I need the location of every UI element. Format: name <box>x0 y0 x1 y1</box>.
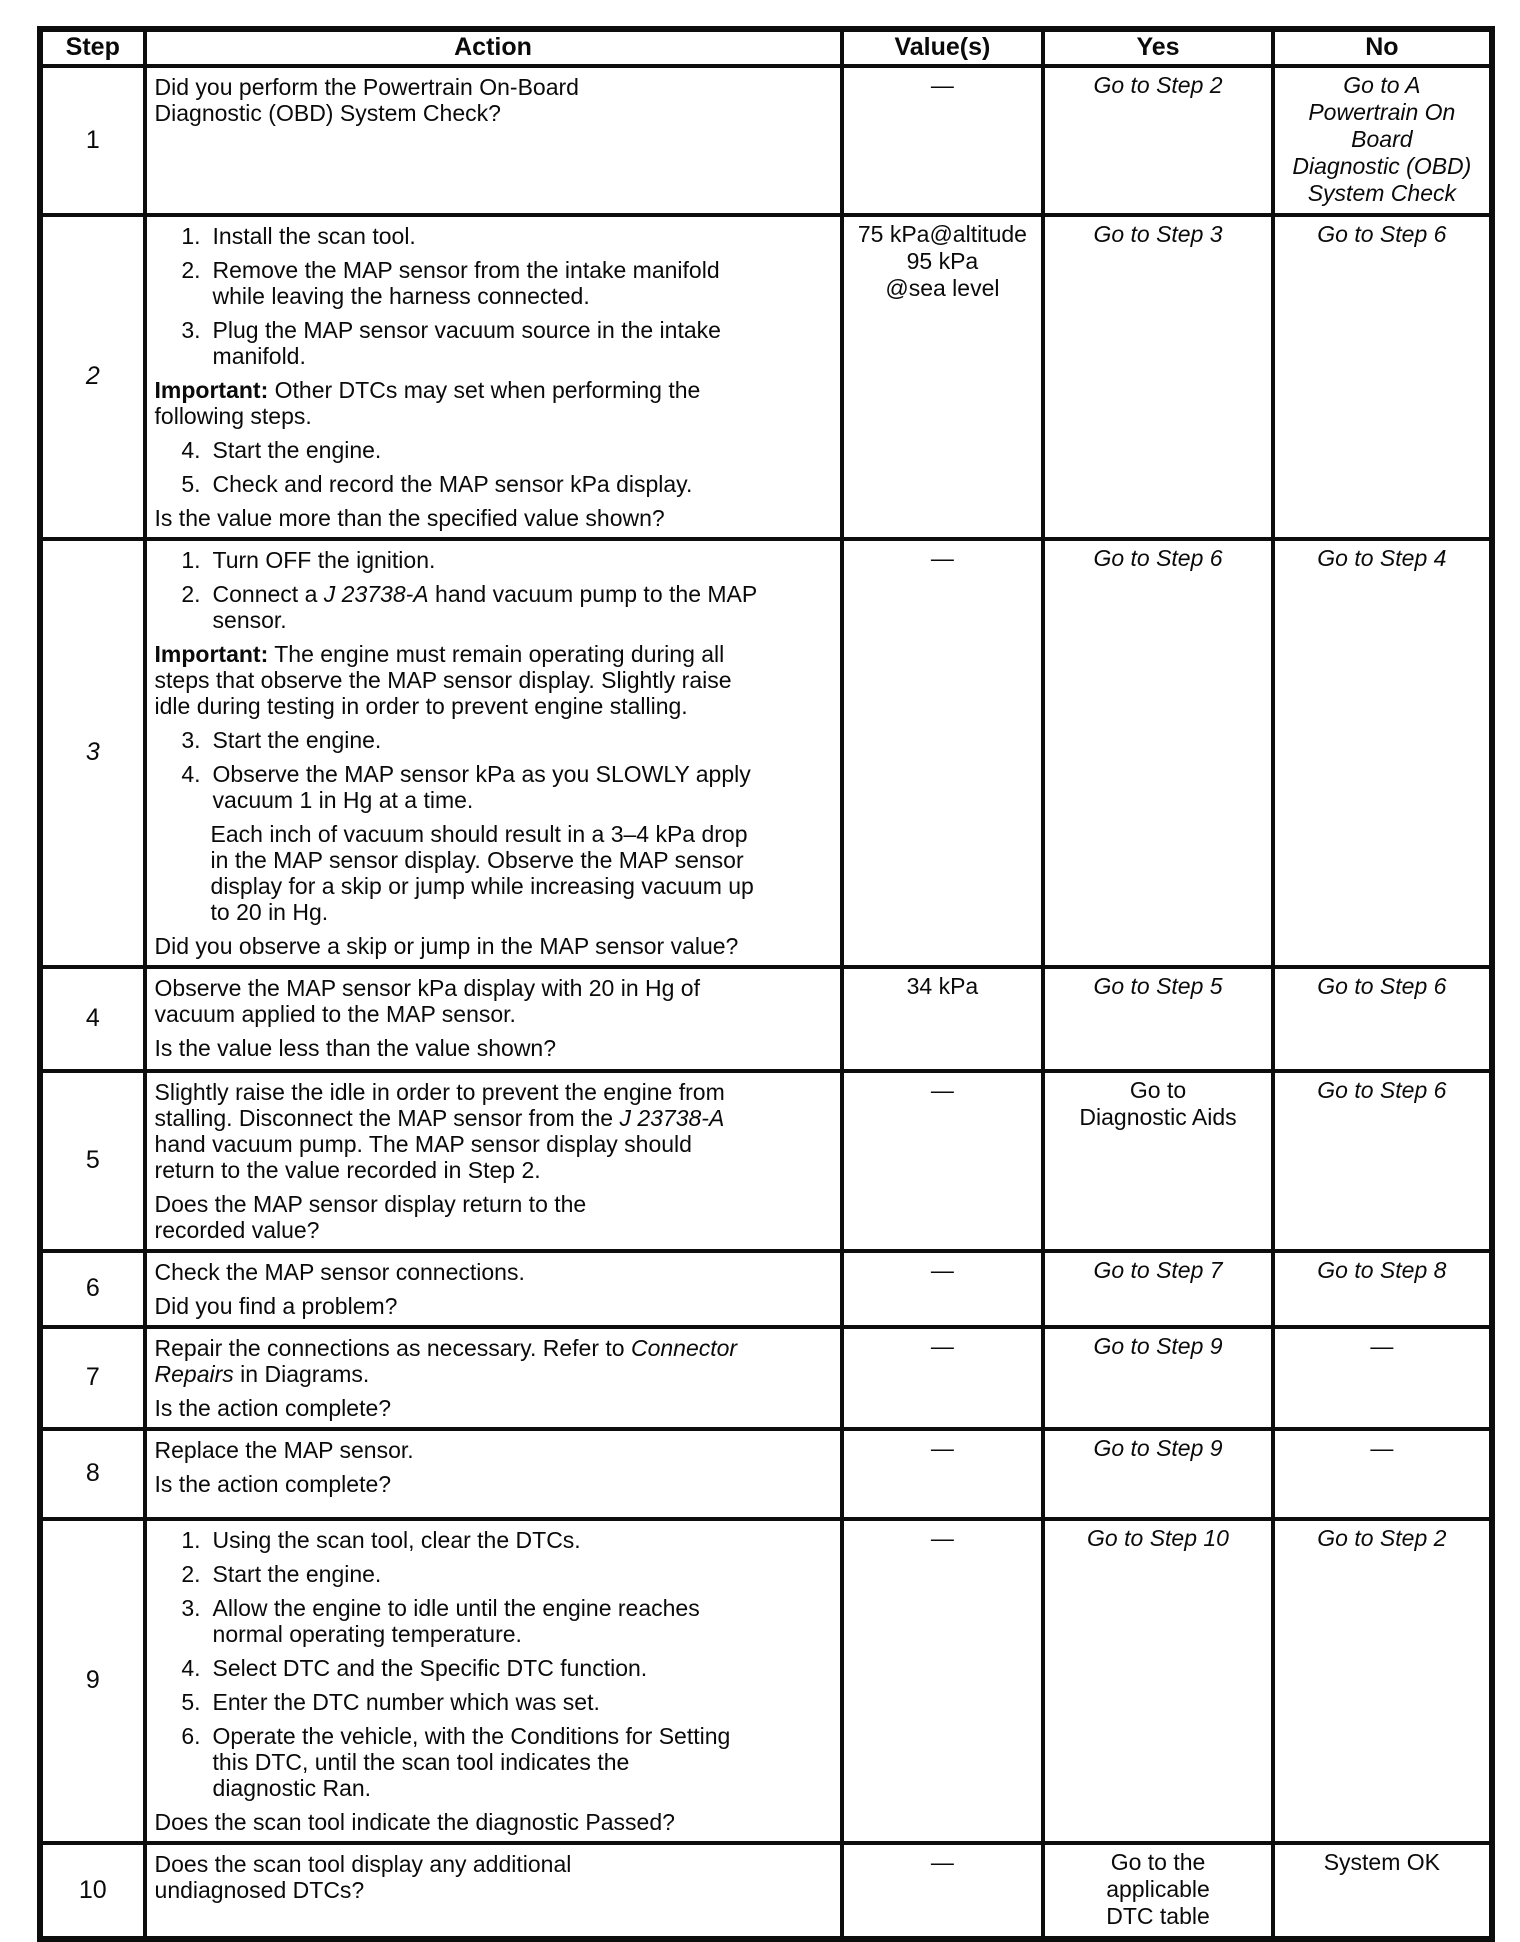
text-run: return to the value recorded in Step 2. <box>154 1156 541 1183</box>
no-cell-content <box>1275 1431 1489 1468</box>
text-run: hand vacuum pump. The MAP sensor display should <box>154 1130 692 1157</box>
action-content <box>155 1851 832 1911</box>
cell-line: — <box>930 1332 954 1359</box>
action-cell <box>145 1327 842 1429</box>
value-cell-content <box>844 1431 1042 1468</box>
no-cell <box>1273 1519 1492 1843</box>
table-row <box>40 539 1492 967</box>
column-header-action: Action <box>145 29 842 66</box>
value-cell <box>842 1071 1044 1251</box>
no-cell <box>1273 215 1492 539</box>
action-content <box>155 223 832 533</box>
numbered-list-item <box>155 471 832 497</box>
numbered-list-item <box>155 257 832 309</box>
cell-line: applicable <box>1106 1875 1210 1902</box>
action-content <box>155 547 832 961</box>
action-cell <box>145 1519 842 1843</box>
yes-cell <box>1043 1071 1272 1251</box>
action-question <box>155 505 832 533</box>
list-item-number: 6. <box>181 1722 201 1749</box>
yes-cell-content <box>1045 217 1270 254</box>
table-row <box>40 967 1492 1071</box>
cell-line: System OK <box>1323 1848 1441 1875</box>
list-item-number: 4. <box>181 1654 201 1681</box>
text-run: Diagnostic (OBD) System Check? <box>154 99 501 126</box>
numbered-list-item <box>155 547 832 573</box>
cell-line: Go to the <box>1110 1848 1206 1875</box>
text-run: this DTC, until the scan tool indicates the <box>212 1748 630 1775</box>
text-run: display for a skip or jump while increasing vacuum up <box>210 872 754 899</box>
no-cell <box>1273 1429 1492 1519</box>
list-item-number: 2. <box>181 256 201 283</box>
text-run: undiagnosed DTCs? <box>154 1876 365 1903</box>
text-run: Important: <box>154 640 269 667</box>
list-item-text <box>213 1723 832 1801</box>
text-run: vacuum applied to the MAP sensor. <box>154 1000 516 1027</box>
text-run: following steps. <box>154 402 312 429</box>
cell-line: Go to Step 7 <box>1093 1256 1223 1283</box>
cell-line: Go to Step 3 <box>1093 220 1223 247</box>
list-item-text <box>213 1527 832 1553</box>
cell-line: Diagnostic (OBD) <box>1292 152 1472 179</box>
cell-line: Go to Step 6 <box>1317 972 1447 999</box>
step-cell: 2 <box>40 215 145 539</box>
yes-cell <box>1043 1251 1272 1327</box>
question-line: Did you observe a skip or jump in the MAP sensor value? <box>154 932 739 959</box>
action-cell <box>145 1071 842 1251</box>
text-run: Each inch of vacuum should result in a 3–4 kPa drop <box>210 820 748 847</box>
list-item-number: 3. <box>181 316 201 343</box>
text-run: Other DTCs may set when performing the <box>268 376 701 403</box>
step-cell: 4 <box>40 967 145 1071</box>
question-line: Does the scan tool indicate the diagnostic Passed? <box>154 1808 675 1835</box>
text-run: Plug the MAP sensor vacuum source in the intake <box>212 316 721 343</box>
action-question <box>155 1191 832 1245</box>
cell-line: Go to Step 8 <box>1317 1256 1447 1283</box>
column-header-values: Value(s) <box>842 29 1044 66</box>
question-line: recorded value? <box>154 1216 320 1243</box>
text-run: Connector <box>630 1334 738 1361</box>
action-paragraph <box>155 1335 832 1387</box>
yes-cell-content <box>1045 541 1270 578</box>
cell-line: Go to Step 2 <box>1317 1524 1447 1551</box>
value-cell-content <box>844 217 1042 308</box>
list-item-text <box>213 223 832 249</box>
action-cell <box>145 1251 842 1327</box>
yes-cell <box>1043 215 1272 539</box>
action-paragraph <box>155 1437 832 1463</box>
text-run: Check the MAP sensor connections. <box>154 1258 525 1285</box>
table-row <box>40 1251 1492 1327</box>
cell-line: DTC table <box>1106 1902 1210 1929</box>
yes-cell <box>1043 1843 1272 1939</box>
value-cell-content <box>844 541 1042 578</box>
step-cell: 5 <box>40 1071 145 1251</box>
value-cell-content <box>844 1521 1042 1558</box>
cell-line: — <box>930 1256 954 1283</box>
no-cell <box>1273 66 1492 215</box>
no-cell-content <box>1275 1521 1489 1558</box>
cell-line: Powertrain On <box>1308 98 1456 125</box>
yes-cell <box>1043 1519 1272 1843</box>
value-cell <box>842 1429 1044 1519</box>
list-item-number: 5. <box>181 470 201 497</box>
list-item-number: 4. <box>181 760 201 787</box>
cell-line: System Check <box>1307 179 1456 206</box>
list-item-text <box>213 437 832 463</box>
list-item-number: 5. <box>181 1688 201 1715</box>
text-run: Observe the MAP sensor kPa display with 20 in Hg of <box>154 974 700 1001</box>
cell-line: Go to Step 9 <box>1093 1332 1223 1359</box>
list-item-text <box>213 727 832 753</box>
text-run: Start the engine. <box>212 436 382 463</box>
numbered-list-item <box>155 1561 832 1587</box>
column-header-yes: Yes <box>1043 29 1272 66</box>
action-question <box>155 1471 832 1499</box>
list-item-number: 1. <box>181 546 201 573</box>
no-cell-content <box>1275 969 1489 1006</box>
cell-line: Go to Step 4 <box>1317 544 1447 571</box>
text-run: steps that observe the MAP sensor display. Slightly raise <box>154 666 732 693</box>
step-cell: 10 <box>40 1843 145 1939</box>
value-cell <box>842 1843 1044 1939</box>
action-content <box>155 1437 832 1499</box>
value-cell-content <box>844 1845 1042 1882</box>
yes-cell-content <box>1045 969 1270 1006</box>
cell-line: Go to Step 10 <box>1087 1524 1229 1551</box>
numbered-list-item <box>155 1655 832 1681</box>
cell-line: 75 kPa@altitude <box>857 220 1027 247</box>
numbered-list-item <box>155 223 832 249</box>
no-cell-content <box>1275 541 1489 578</box>
list-item-number: 3. <box>181 1594 201 1621</box>
text-run: Operate the vehicle, with the Conditions for Setting <box>212 1722 731 1749</box>
text-run: stalling. Disconnect the MAP sensor from the <box>154 1104 620 1131</box>
list-item-number: 4. <box>181 436 201 463</box>
text-run: Turn OFF the ignition. <box>212 546 436 573</box>
cell-line: — <box>930 1434 954 1461</box>
list-item-text <box>213 1595 832 1647</box>
numbered-list-item <box>155 761 832 813</box>
yes-cell <box>1043 1327 1272 1429</box>
text-run: manifold. <box>212 342 306 369</box>
action-content <box>155 1259 832 1321</box>
numbered-list-item <box>155 437 832 463</box>
text-run: diagnostic Ran. <box>212 1774 372 1801</box>
value-cell-content <box>844 1253 1042 1290</box>
yes-cell-content <box>1045 1073 1270 1137</box>
step-cell: 7 <box>40 1327 145 1429</box>
no-cell-content <box>1275 1845 1489 1882</box>
list-item-text <box>213 471 832 497</box>
action-cell <box>145 967 842 1071</box>
action-paragraph <box>155 975 832 1027</box>
action-content <box>155 1335 832 1423</box>
yes-cell-content <box>1045 1845 1270 1936</box>
text-run: Did you perform the Powertrain On-Board <box>154 73 579 100</box>
numbered-list-item <box>155 1723 832 1801</box>
text-run: J 23738-A <box>323 580 429 607</box>
cell-line: @sea level <box>885 274 1000 301</box>
no-cell-content <box>1275 1329 1489 1366</box>
list-item-number: 2. <box>181 1560 201 1587</box>
action-content <box>155 1079 832 1245</box>
text-run: idle during testing in order to prevent engine stalling. <box>154 692 688 719</box>
no-cell-content <box>1275 1073 1489 1110</box>
cell-line: 34 kPa <box>906 972 979 999</box>
text-run: Remove the MAP sensor from the intake manifold <box>212 256 720 283</box>
yes-cell-content <box>1045 68 1270 105</box>
no-cell-content <box>1275 217 1489 254</box>
action-cell <box>145 1429 842 1519</box>
question-line: Is the action complete? <box>154 1394 392 1421</box>
question-line: Did you find a problem? <box>154 1292 398 1319</box>
numbered-list-item <box>155 727 832 753</box>
list-item-number: 1. <box>181 222 201 249</box>
action-question <box>155 1809 832 1837</box>
step-cell: 1 <box>40 66 145 215</box>
table-row <box>40 66 1492 215</box>
yes-cell <box>1043 66 1272 215</box>
cell-line: — <box>930 544 954 571</box>
action-question <box>155 1395 832 1423</box>
text-run: while leaving the harness connected. <box>212 282 590 309</box>
list-item-number: 3. <box>181 726 201 753</box>
value-cell-content <box>844 969 1042 1006</box>
action-cell <box>145 66 842 215</box>
cell-line: — <box>1370 1332 1394 1359</box>
cell-line: Go to Step 9 <box>1093 1434 1223 1461</box>
table-row <box>40 1327 1492 1429</box>
table-row <box>40 215 1492 539</box>
list-item-text <box>213 317 832 369</box>
numbered-list-item <box>155 1689 832 1715</box>
text-run: Repairs <box>154 1360 234 1387</box>
text-run: normal operating temperature. <box>212 1620 522 1647</box>
no-cell-content <box>1275 1253 1489 1290</box>
text-run: J 23738-A <box>619 1104 725 1131</box>
column-header-step: Step <box>40 29 145 66</box>
cell-line: 95 kPa <box>906 247 979 274</box>
cell-line: Go to <box>1129 1076 1187 1103</box>
cell-line: Go to Step 6 <box>1093 544 1223 571</box>
step-cell: 3 <box>40 539 145 967</box>
table-row <box>40 1843 1492 1939</box>
text-run: hand vacuum pump to the MAP <box>428 580 758 607</box>
cell-line: — <box>1370 1434 1394 1461</box>
cell-line: — <box>930 1076 954 1103</box>
no-cell <box>1273 1251 1492 1327</box>
text-run: Select DTC and the Specific DTC function. <box>212 1654 648 1681</box>
action-cell <box>145 539 842 967</box>
text-run: in the MAP sensor display. Observe the MAP sensor <box>210 846 744 873</box>
cell-line: Go to Step 6 <box>1317 220 1447 247</box>
text-run: Slightly raise the idle in order to prevent the engine from <box>154 1078 725 1105</box>
value-cell <box>842 967 1044 1071</box>
list-item-text <box>213 581 832 633</box>
action-paragraph <box>155 641 832 719</box>
action-content <box>155 975 832 1063</box>
step-cell: 6 <box>40 1251 145 1327</box>
value-cell <box>842 539 1044 967</box>
diagnostic-table <box>37 26 1495 1942</box>
list-item-number: 2. <box>181 580 201 607</box>
action-paragraph <box>211 821 832 925</box>
yes-cell <box>1043 1429 1272 1519</box>
no-cell <box>1273 1843 1492 1939</box>
text-run: Repair the connections as necessary. Refer to <box>154 1334 631 1361</box>
list-item-text <box>213 547 832 573</box>
value-cell <box>842 215 1044 539</box>
no-cell-content <box>1275 68 1489 213</box>
cell-line: — <box>930 1524 954 1551</box>
question-line: Does the MAP sensor display return to the <box>154 1190 587 1217</box>
yes-cell-content <box>1045 1253 1270 1290</box>
no-cell <box>1273 539 1492 967</box>
list-item-text <box>213 1561 832 1587</box>
action-paragraph <box>155 1259 832 1285</box>
action-content <box>155 1527 832 1837</box>
text-run: vacuum 1 in Hg at a time. <box>212 786 474 813</box>
action-question <box>155 933 832 961</box>
action-cell <box>145 1843 842 1939</box>
table-row <box>40 1071 1492 1251</box>
no-cell <box>1273 1071 1492 1251</box>
no-cell <box>1273 1327 1492 1429</box>
yes-cell-content <box>1045 1431 1270 1468</box>
value-cell <box>842 1327 1044 1429</box>
list-item-text <box>213 257 832 309</box>
cell-line: Go to Step 5 <box>1093 972 1223 999</box>
cell-line: Diagnostic Aids <box>1079 1103 1237 1130</box>
text-run: Does the scan tool display any additional <box>154 1850 572 1877</box>
text-run: Connect a <box>212 580 324 607</box>
text-run: in Diagrams. <box>233 1360 370 1387</box>
action-content <box>155 74 832 134</box>
yes-cell-content <box>1045 1329 1270 1366</box>
text-run: Using the scan tool, clear the DTCs. <box>212 1526 581 1553</box>
table-body <box>40 66 1492 1939</box>
text-run: Observe the MAP sensor kPa as you SLOWLY apply <box>212 760 751 787</box>
value-cell-content <box>844 1073 1042 1110</box>
action-paragraph <box>155 1851 832 1903</box>
numbered-list-item <box>155 581 832 633</box>
text-run: Check and record the MAP sensor kPa display. <box>212 470 693 497</box>
action-question <box>155 1293 832 1321</box>
step-cell: 9 <box>40 1519 145 1843</box>
text-run: Enter the DTC number which was set. <box>212 1688 600 1715</box>
cell-line: Go to Step 6 <box>1317 1076 1447 1103</box>
text-run: Start the engine. <box>212 726 382 753</box>
table-row <box>40 1429 1492 1519</box>
value-cell-content <box>844 68 1042 105</box>
text-run: Start the engine. <box>212 1560 382 1587</box>
list-item-number: 1. <box>181 1526 201 1553</box>
yes-cell <box>1043 967 1272 1071</box>
question-line: Is the value more than the specified value shown? <box>154 504 665 531</box>
list-item-text <box>213 761 832 813</box>
text-run: to 20 in Hg. <box>210 898 329 925</box>
yes-cell-content <box>1045 1521 1270 1558</box>
step-cell: 8 <box>40 1429 145 1519</box>
value-cell <box>842 1519 1044 1843</box>
yes-cell <box>1043 539 1272 967</box>
text-run: sensor. <box>212 606 287 633</box>
list-item-text <box>213 1655 832 1681</box>
value-cell <box>842 1251 1044 1327</box>
cell-line: — <box>930 71 954 98</box>
text-run: The engine must remain operating during all <box>268 640 725 667</box>
column-header-no: No <box>1273 29 1492 66</box>
text-run: Replace the MAP sensor. <box>154 1436 414 1463</box>
action-paragraph <box>155 1079 832 1183</box>
list-item-text <box>213 1689 832 1715</box>
cell-line: — <box>930 1848 954 1875</box>
text-run: Install the scan tool. <box>212 222 416 249</box>
action-paragraph <box>155 377 832 429</box>
text-run: Important: <box>154 376 269 403</box>
text-run: Allow the engine to idle until the engine reaches <box>212 1594 700 1621</box>
value-cell <box>842 66 1044 215</box>
numbered-list-item <box>155 1527 832 1553</box>
cell-line: Go to Step 2 <box>1093 71 1223 98</box>
question-line: Is the value less than the value shown? <box>154 1034 557 1061</box>
action-question <box>155 1035 832 1063</box>
action-cell <box>145 215 842 539</box>
no-cell <box>1273 967 1492 1071</box>
cell-line: Go to A <box>1343 71 1421 98</box>
value-cell-content <box>844 1329 1042 1366</box>
numbered-list-item <box>155 317 832 369</box>
numbered-list-item <box>155 1595 832 1647</box>
header-row <box>40 29 1492 66</box>
action-paragraph <box>155 74 832 126</box>
question-line: Is the action complete? <box>154 1470 392 1497</box>
table-row <box>40 1519 1492 1843</box>
cell-line: Board <box>1351 125 1413 152</box>
